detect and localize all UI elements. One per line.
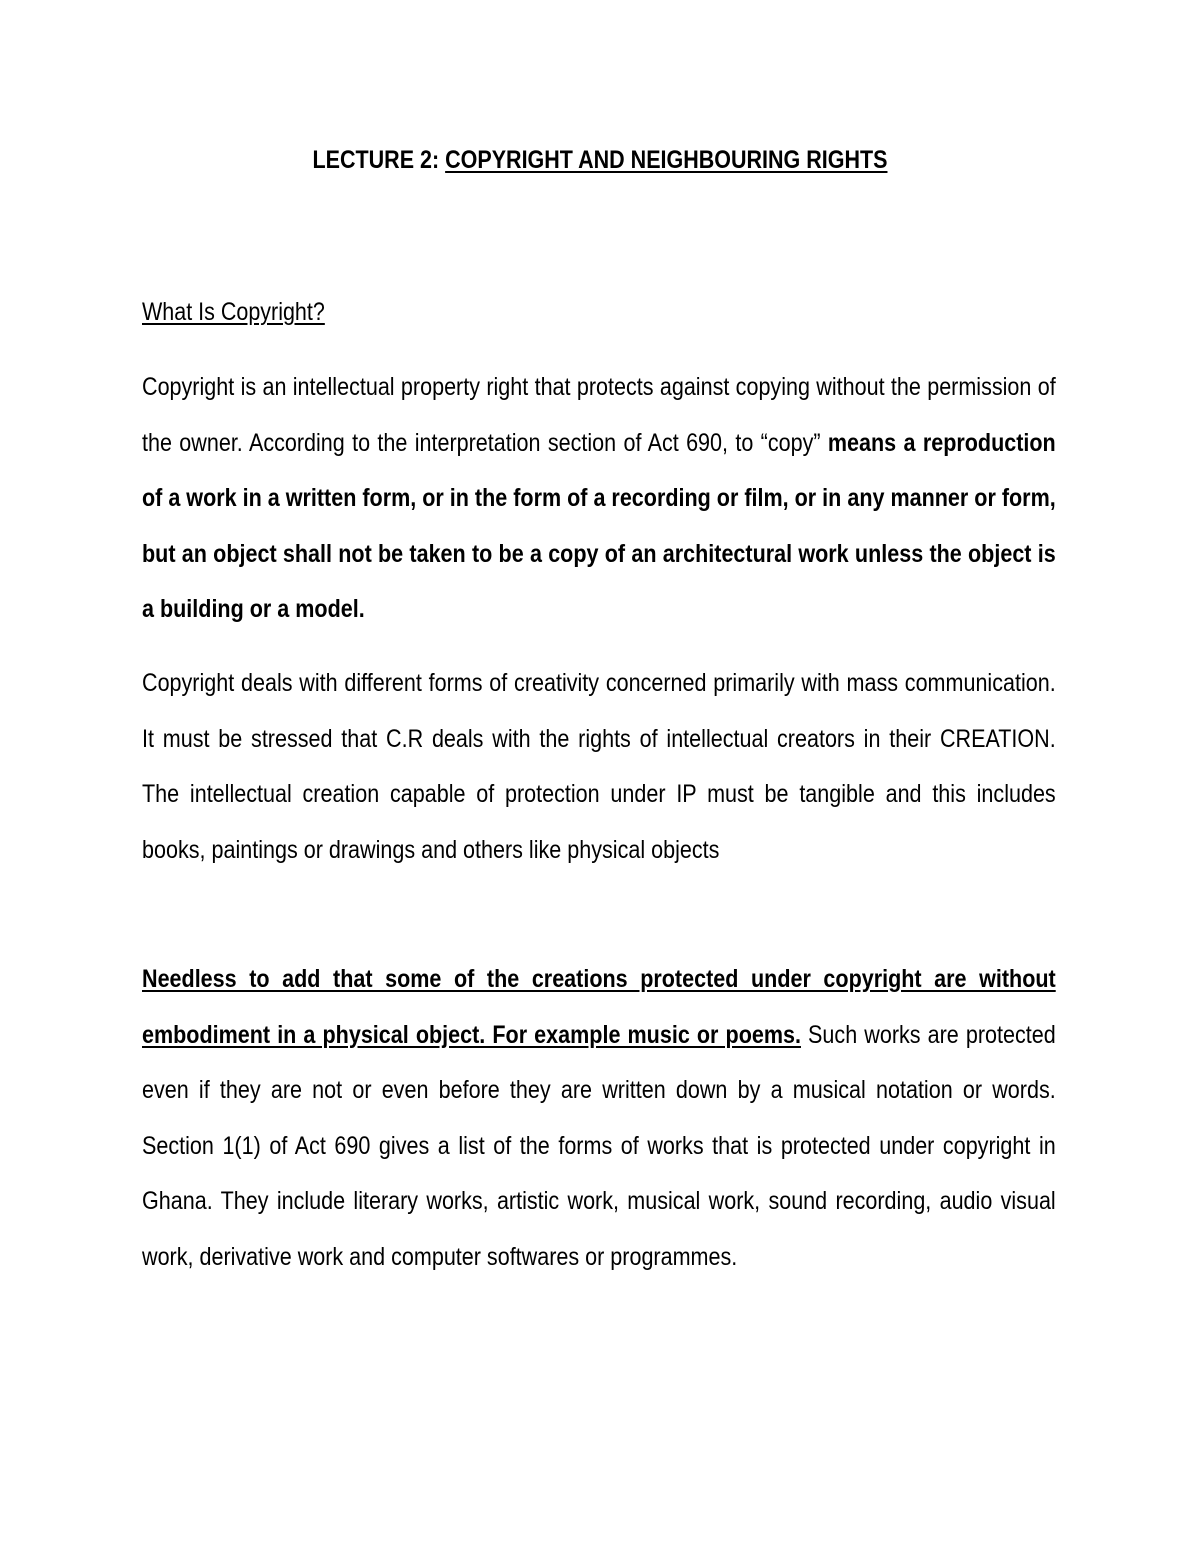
section-heading: What Is Copyright? [142,298,325,326]
paragraph-works [142,952,1056,1285]
paragraph-creativity [142,656,1056,878]
paragraph-definition-text: Copyright is an intellectual property right that protects against copying without the permission of the owner. According to the interpretation section of Act 690, to “copy” [142,373,1056,457]
paragraph-definition [142,360,1056,638]
paragraph-creativity-text: Copyright deals with different forms of creativity concerned primarily with mass communication. It must be stressed that C.R deals with the rights of intellectual creators in their CREATION. The intellectual creation capable of protection under IP must be tangible and this includes books, paintings or drawings and others like physical objects [142,669,1056,864]
title-underlined: COPYRIGHT AND NEIGHBOURING RIGHTS [445,146,888,174]
paragraph-definition-bold: means a reproduction of a work in a written form, or in the form of a recording or film, or in any manner or form, but an object shall not be taken to be a copy of an architectural work unless the object is a building or a model. [142,428,1056,623]
paragraph-works-emphasis: Needless to add that some of the creations protected under copyright are without embodiment in a physical object. For example music or poems. [142,965,1056,1049]
document-title [84,146,1116,175]
paragraph-works-text: Such works are protected even if they are not or even before they are written down by a musical notation or words. Section 1(1) of Act 690 gives a list of the forms of works that is protected under copyright in Ghana. They include literary works, artistic work, musical work, sound recording, audio visual work, derivative work and computer softwares or programmes. [142,1020,1056,1271]
title-prefix: LECTURE 2: [312,146,446,174]
